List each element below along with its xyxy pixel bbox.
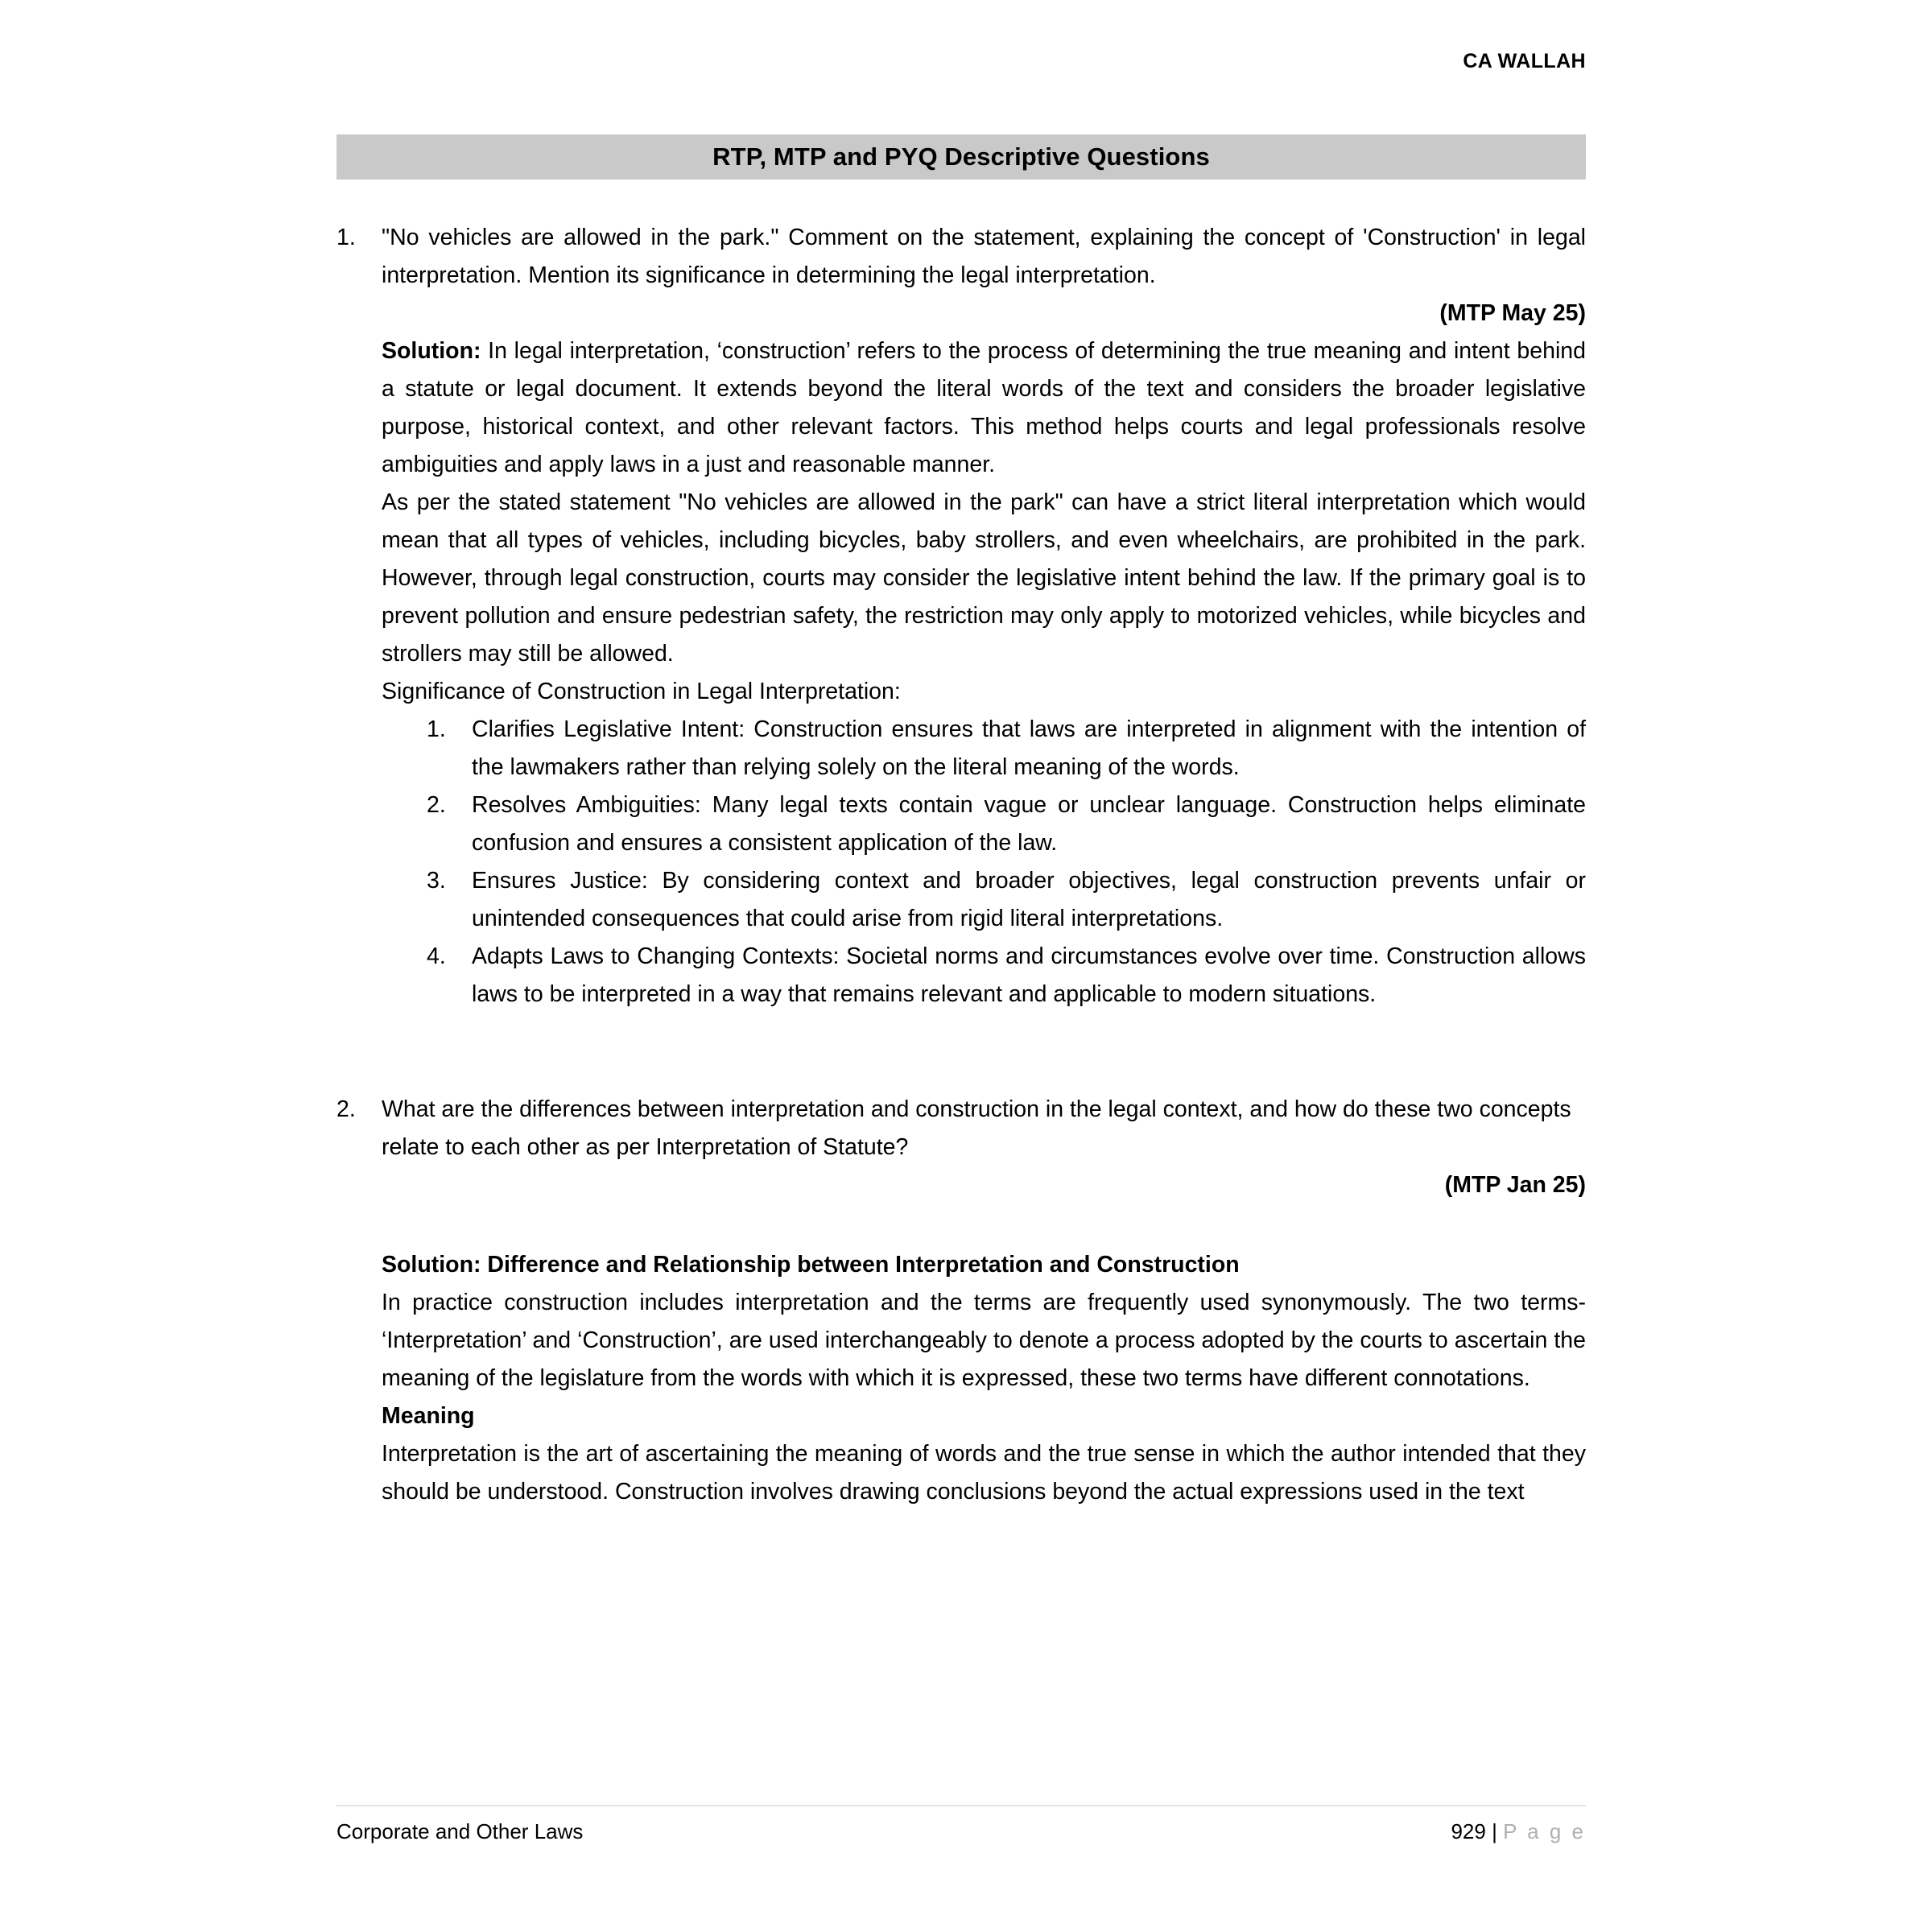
question-1-body — [382, 219, 1586, 1013]
footer-subject-label: Corporate and Other Laws — [336, 1819, 584, 1843]
question-1-solution-paragraph-2: As per the stated statement "No vehicles are allowed in the park" can have a strict literal interpretation which would mean that all types of vehicles, including bicycles, baby strollers, and even wheelchairs, are prohibited in the park. However, through legal construction, courts may consider the legislative intent behind the law. If the primary goal is to prevent pollution and ensure pedestrian safety, the restriction may only apply to motorized vehicles, while bicycles and strollers may still be allowed. — [382, 489, 1586, 667]
list-item-number: 3. — [427, 868, 446, 894]
question-2-meaning-paragraph: Interpretation is the art of ascertaining the meaning of words and the true sense in which the author intended that they should be understood. Construction involves drawing conclusions beyond the actual expressions used in the text — [382, 1441, 1586, 1505]
question-2-solution-paragraph-1: In practice construction includes interpretation and the terms are frequently used synonymously. The two terms- ‘Interpretation’ and ‘Construction’, are used interchangeably to denote a process adopted by the courts to ascertain the meaning of the legislature from the words with which it is expressed, these two terms have different connotations. — [382, 1290, 1586, 1391]
solution-label-1: Solution: — [382, 338, 481, 364]
list-item-text: Resolves Ambiguities: Many legal texts contain vague or unclear language. Construction helps eliminate confusion and ensures a consistent application of the law. — [472, 792, 1586, 856]
footer-page-number: 929 — [1451, 1819, 1486, 1843]
footer-row — [336, 1819, 1586, 1844]
footer-page-indicator — [1451, 1819, 1586, 1844]
solution-gap — [382, 1204, 1586, 1246]
question-1-number: 1. — [336, 225, 356, 250]
question-1-solution-paragraph-1 — [382, 332, 1586, 484]
list-item-number: 2. — [427, 792, 446, 818]
document-body — [336, 219, 1586, 1511]
question-1-text: "No vehicles are allowed in the park." Comment on the statement, explaining the concept of 'Construction' in legal interpretation. Mention its significance in determining the legal interpretation. — [382, 225, 1586, 288]
question-2-body — [382, 1091, 1586, 1511]
question-2-solution-heading: Solution: Difference and Relationship between Interpretation and Construction — [382, 1252, 1240, 1278]
section-title-text: RTP, MTP and PYQ Descriptive Questions — [712, 142, 1210, 171]
question-2-text: What are the differences between interpretation and construction in the legal context, and how do these two concepts relate to each other as per Interpretation of Statute? — [382, 1096, 1571, 1160]
question-2 — [336, 1091, 1586, 1511]
list-item-number: 1. — [427, 716, 446, 742]
question-1-subheading: Significance of Construction in Legal Interpretation: — [382, 679, 901, 704]
solution-text-1: In legal interpretation, ‘construction’ refers to the process of determining the true meaning and intent behind a statute or legal document. It extends beyond the literal words of the text and considers the broader legislative purpose, historical context, and other relevant factors. This method helps courts and legal professionals resolve ambiguities and apply laws in a just and reasonable manner. — [382, 338, 1586, 477]
list-item-text: Ensures Justice: By considering context and broader objectives, legal construction prevents unfair or unintended consequences that could arise from rigid literal interpretations. — [472, 868, 1586, 931]
list-item-text: Clarifies Legislative Intent: Construction ensures that laws are interpreted in alignment with the intention of the lawmakers rather than relying solely on the literal meaning of the words. — [472, 716, 1586, 780]
meaning-heading: Meaning — [382, 1403, 475, 1429]
question-1 — [336, 219, 1586, 1013]
footer-page-word: P a g e — [1503, 1819, 1586, 1843]
question-2-number: 2. — [336, 1096, 356, 1122]
list-item — [427, 786, 1586, 862]
significance-list-wrapper — [382, 711, 1586, 1013]
running-header: CA WALLAH — [1463, 50, 1586, 72]
list-item-text: Adapts Laws to Changing Contexts: Societal norms and circumstances evolve over time. Construction allows laws to be interpreted in a way that remains relevant and applicable to modern situations. — [472, 943, 1586, 1007]
question-gap — [336, 1013, 1586, 1091]
list-item-number: 4. — [427, 943, 446, 969]
footer-divider — [336, 1805, 1586, 1806]
section-title-banner — [336, 134, 1586, 180]
page-footer — [336, 1805, 1586, 1844]
list-item — [427, 711, 1586, 786]
question-1-source-tag: (MTP May 25) — [1439, 300, 1586, 326]
list-item — [427, 938, 1586, 1013]
footer-separator: | — [1485, 1819, 1504, 1843]
list-item — [427, 862, 1586, 938]
significance-list — [427, 711, 1586, 1013]
question-2-source-tag: (MTP Jan 25) — [1444, 1172, 1586, 1198]
